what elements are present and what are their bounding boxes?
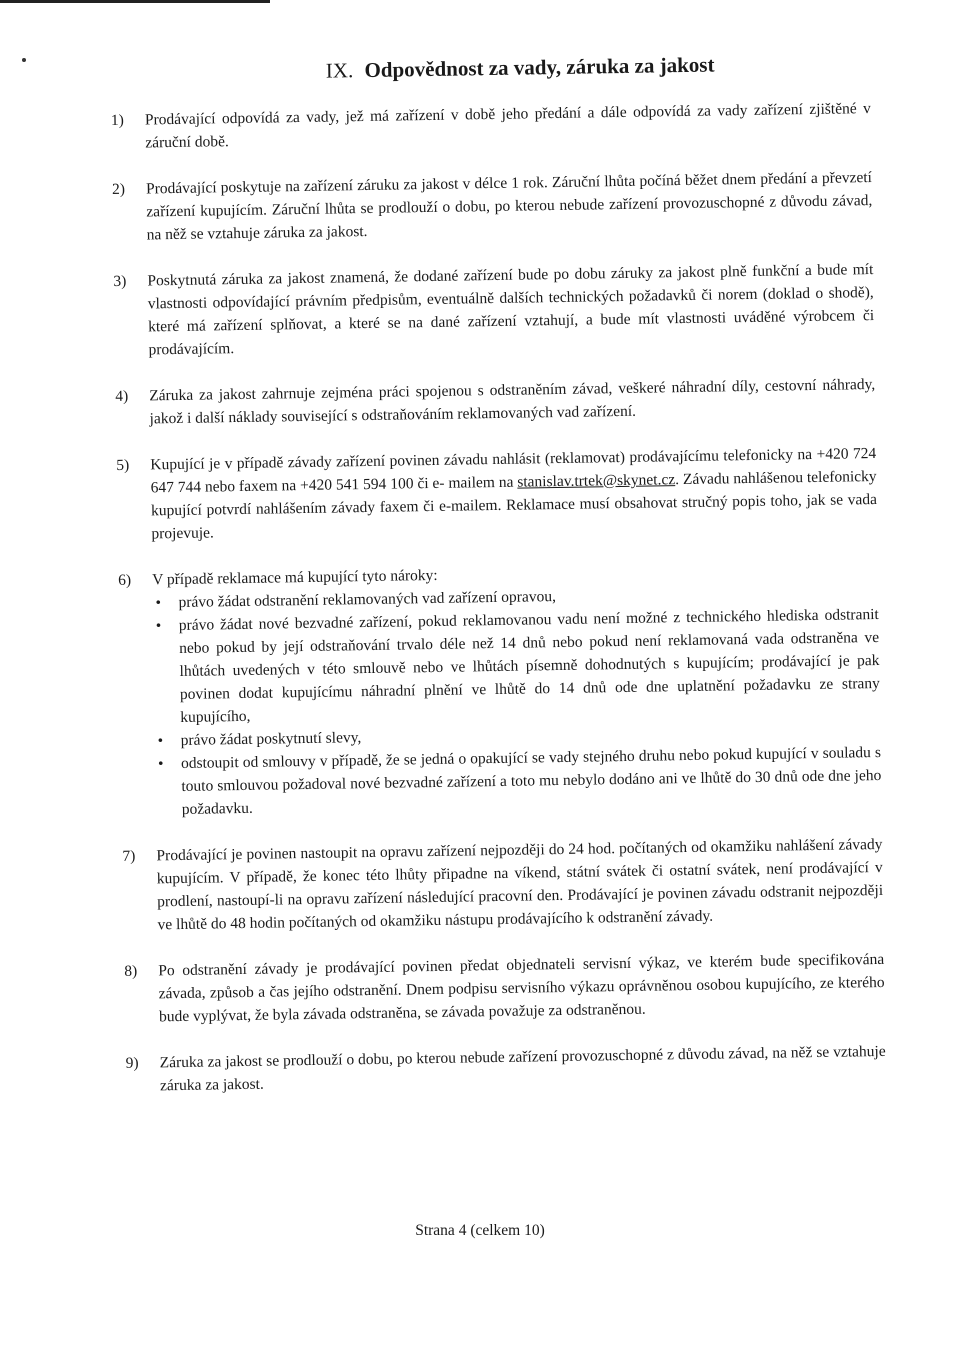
clause-text: Záruka za jakost se prodlouží o dobu, po kterou nebude zařízení provozuschopné z důvodu závad, na něž se vztahuje záruka za jakost. xyxy=(159,1042,886,1095)
clause-6 xyxy=(118,557,882,822)
section-heading xyxy=(170,50,870,86)
clause-2 xyxy=(112,166,873,247)
page-number: Strana 4 (celkem 10) xyxy=(415,1222,545,1239)
list-item: • právo žádat poskytnutí slevy, xyxy=(154,718,880,752)
clause-text: Prodávající poskytuje na zařízení záruku za jakost v délce 1 rok. Záruční lhůta počíná běžet dnem předání a převzetí zařízení kupujícím. Záruční lhůta se prodlouží o dobu, po kterou nebude zařízení provozuschopné z důvodu závad, na něž se vztahuje záruka za jakost. xyxy=(145,169,873,244)
list-item: • odstoupit od smlouvy v případě, že se jedná o opakující se vady stejného druhu nebo pokud kupující v souladu s touto smlouvou požadoval nové bezvadné zařízení a toto mu nebylo dodáno ani ve lhůtě do 30 dnů ode dne jeho požadavku. xyxy=(155,741,882,821)
clause-number: 8) xyxy=(124,962,138,980)
clause-text: Prodávající je povinen nastoupit na opravu zařízení nejpozději do 24 hod. počítaných od okamžiku nahlášení závady kupujícím. V případě, že konec této lhůty připadne na víkend, státní svátek či ostatní svátek, není prodávající v prodlení, nastoupí-li na opravu zařízení následující pracovní den. Prodávající je povinen závadu odstranit nejpozději ve lhůtě do 48 hodin počítaných od okamžiku nástupu prodávajícího k odstranění závady. xyxy=(156,835,884,934)
clause-8 xyxy=(124,948,885,1029)
claims-list xyxy=(152,580,882,821)
clause-text xyxy=(150,442,877,545)
clause-3 xyxy=(113,258,874,362)
list-item: • právo žádat odstranění reklamovaných vad zařízení opravou, xyxy=(152,580,878,614)
clause-number: 7) xyxy=(122,847,136,865)
clause-number: 3) xyxy=(113,272,127,290)
section-number: IX. xyxy=(325,58,354,83)
clause-number: 5) xyxy=(116,456,130,474)
section-title: Odpovědnost za vady, záruka za jakost xyxy=(364,52,715,83)
clause-text: Po odstranění závady je prodávající povinen předat objednateli servisní výkaz, ve kterém bude specifikována závada, způsob a čas jejího odstranění. Dnem podpisu servisního výkazu oprávněnou osobou kupujícího, ze kterého bude vyplývat, že byla závada odstraněna, se závada považuje za odstraněnou. xyxy=(158,950,885,1026)
clause-intro: V případě reklamace má kupující tyto nároky: xyxy=(152,566,438,589)
clause-5 xyxy=(116,442,877,546)
clause-4 xyxy=(115,373,876,431)
clause-number: 1) xyxy=(110,111,124,129)
clause-number: 2) xyxy=(111,180,126,198)
clause-7 xyxy=(122,833,883,937)
scan-edge-mark xyxy=(0,0,270,3)
clause-text-part: Kupující je v případě závady zařízení povinen závadu nahlásit (reklamovat) prodávajícímu telefonicky na +420 724 647 744 nebo faxem na +420 541 594 100 či e- mailem na xyxy=(150,445,877,497)
clause-9 xyxy=(126,1040,887,1098)
clause-text: Záruka za jakost zahrnuje zejména práci spojenou s odstraněním závad, veškeré náhradní díly, cestovní náhrady, jakož i další náklady související s odstraňováním reklamovaných vad zařízení. xyxy=(149,376,876,428)
clause-text: Prodávající odpovídá za vady, jež má zařízení v době jeho předání a dále odpovídá za vady zařízení zjištěné v záruční době. xyxy=(144,100,871,152)
clause-number: 4) xyxy=(115,387,129,405)
email-link[interactable]: stanislav.trtek@skynet.cz xyxy=(517,471,676,491)
clause-number: 9) xyxy=(125,1054,139,1072)
clause-text: Poskytnutá záruka za jakost znamená, že dodané zařízení bude po dobu záruky za jakost plně funkční a bude mít vlastnosti odpovídající právním předpisům, eventuálně dalších technických požadavků či norem (doklad o shodě), které má zařízení splňovat, a které se na dané zařízení vztahují, a bude mít vlastnosti uváděné výrobcem či prodávajícím. xyxy=(147,261,875,359)
clause-1 xyxy=(111,97,872,155)
document-page xyxy=(110,50,887,1121)
scan-dot-mark xyxy=(22,58,26,62)
list-item: • právo žádat nové bezvadné zařízení, pokud reklamovanou vadu není možné z technického hlediska odstranit nebo pokud by její odstraňování trvalo déle než 14 dnů nebo pokud není reklamovaná vada odstraněna ve lhůtách uvedených v této smlouvě nebo ve lhůtách písemně dohodnutých s kupujícím; prodávající je pak povinen dodat kupujícímu náhradní plnění ve lhůtě do 14 dnů ode dne uplatnění požadavku ze strany kupujícího, xyxy=(153,603,881,729)
clause-number: 6) xyxy=(118,571,132,589)
clause-text-part: . Závadu nahlášenou telefonicky kupující potvrdí nahlášením závady faxem či e-mailem. Reklamace musí obsahovat stručný popis toho, jak se vada projevuje. xyxy=(150,468,878,543)
